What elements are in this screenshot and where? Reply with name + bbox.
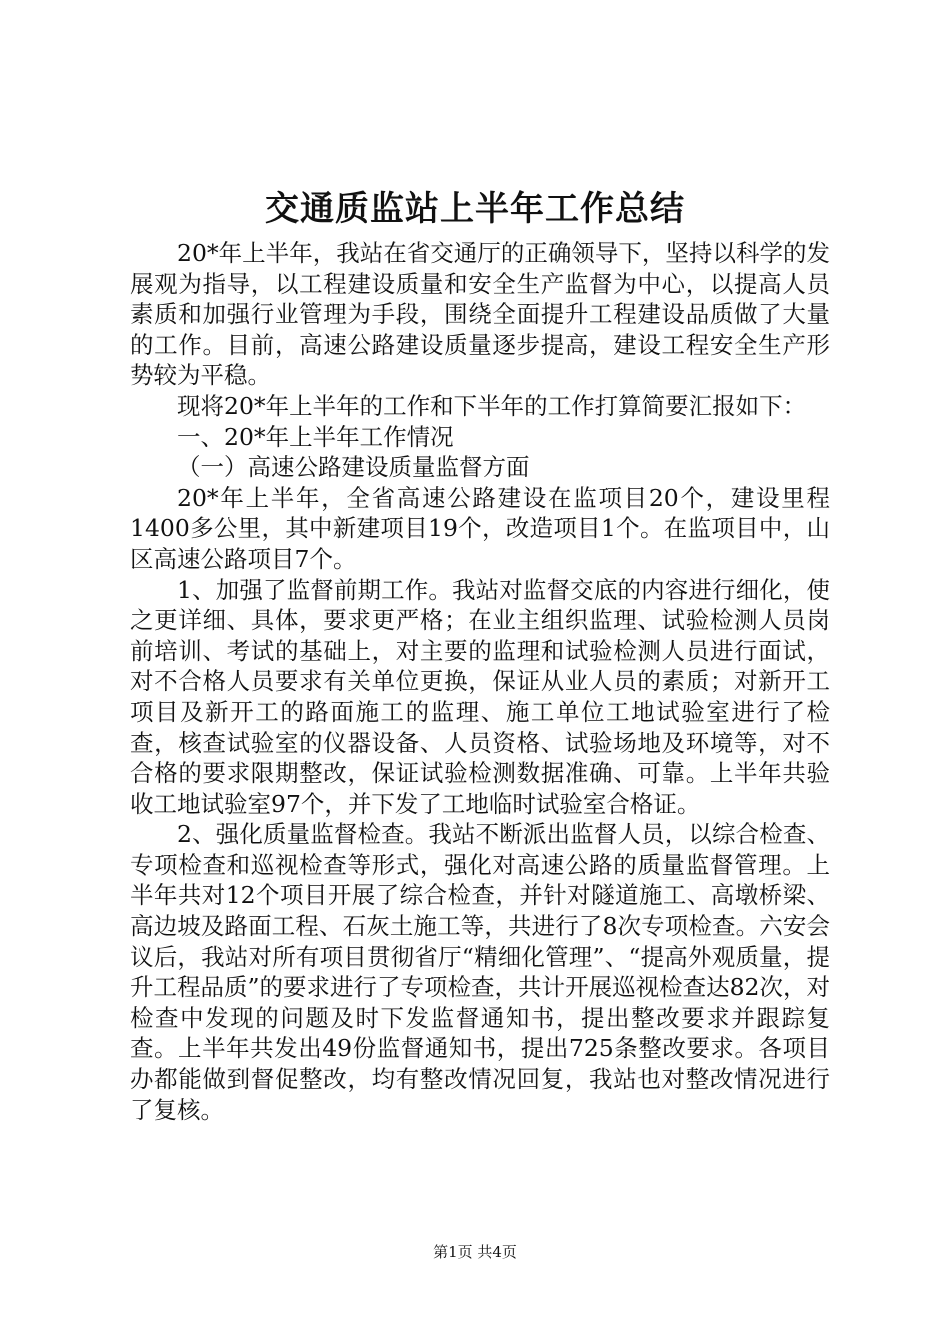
subsection-heading-1: （一）高速公路建设质量监督方面 bbox=[177, 453, 530, 482]
page-number-footer: 第1页 共4页 bbox=[433, 1243, 517, 1261]
document-title: 交通质监站上半年工作总结 bbox=[265, 189, 685, 229]
paragraph-item-2: 2、强化质量监督检查。我站不断派出监督人员，以综合检查、专项检查和巡视检查等形式，强化对高速公路的质量监督管理。上半年共对12个项目开展了综合检查，并针对隧道施工、高墩桥梁、高边坡及路面工程、石灰土施工等，共进行了8次专项检查。六安会议后，我站对所有项目贯彻省厅“精细化管理”、“提高外观质量，提升工程品质”的要求进行了专项检查，共计开展巡视检查达82次，对检查中发现的问题及时下发监督通知书，提出整改要求并跟踪复查。上半年共发出49份监督通知书，提出725条整改要求。各项目办都能做到督促整改，均有整改情况回复，我站也对整改情况进行了复核。 bbox=[130, 820, 830, 1124]
paragraph-item-1: 1、加强了监督前期工作。我站对监督交底的内容进行细化，使之更详细、具体，要求更严格；在业主组织监理、试验检测人员岗前培训、考试的基础上，对主要的监理和试验检测人员进行面试，对不合格人员要求有关单位更换，保证从业人员的素质；对新开工项目及新开工的路面施工的监理、施工单位工地试验室进行了检查，核查试验室的仪器设备、人员资格、试验场地及环境等，对不合格的要求限期整改，保证试验检测数据准确、可靠。上半年共验收工地试验室97个，并下发了工地临时试验室合格证。 bbox=[130, 575, 830, 818]
paragraph-intro: 20*年上半年，我站在省交通厅的正确领导下，坚持以科学的发展观为指导，以工程建设质量和安全生产监督为中心，以提高人员素质和加强行业管理为手段，围绕全面提升工程建设品质做了大量的工作。目前，高速公路建设质量逐步提高，建设工程安全生产形势较为平稳。 bbox=[130, 239, 830, 390]
section-heading-1: 一、20*年上半年工作情况 bbox=[177, 422, 454, 451]
paragraph-overview: 20*年上半年，全省高速公路建设在监项目20个，建设里程1400多公里，其中新建项目19个，改造项目1个。在监项目中，山区高速公路项目7个。 bbox=[130, 483, 830, 573]
document-body bbox=[130, 238, 830, 1125]
paragraph-report-lead: 现将20*年上半年的工作和下半年的工作打算简要汇报如下： bbox=[177, 391, 807, 420]
